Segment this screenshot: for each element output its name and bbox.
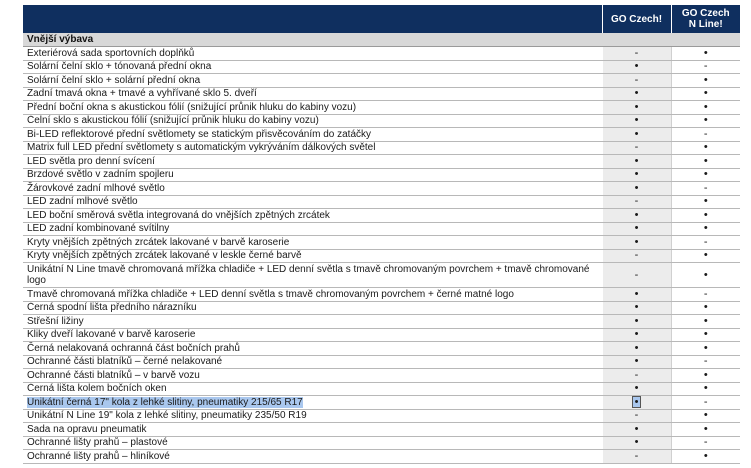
availability-go-czech-n-line [671,222,740,236]
equipment-name-text: Solární čelní sklo + solární přední okna [27,74,201,86]
availability-go-czech-n-line [671,450,740,464]
availability-mark: - [703,127,708,140]
availability-go-czech-n-line [671,182,740,196]
header-col-b-line2: N Line! [688,19,723,30]
availability-mark: • [632,396,642,408]
availability-mark: • [634,422,639,435]
section-title: Vnější výbava [23,33,740,47]
availability-go-czech-n-line [671,168,740,182]
table-row [23,342,740,356]
header-go-czech-n-line [671,5,740,33]
availability-go-czech [602,369,671,383]
equipment-name-text: Solární čelní sklo + tónovaná přední okna [27,61,212,73]
availability-mark: • [634,235,639,248]
table-row [23,315,740,329]
equipment-name [23,301,602,315]
table-row [23,288,740,302]
equipment-name-text: Exteriérová sada sportovních doplňků [27,47,195,59]
availability-mark: • [634,287,639,300]
equipment-name-text: Kryty vnějších zpětných zrcátek lakované v barvě karoserie [27,236,290,248]
equipment-name [23,87,602,101]
availability-mark: • [703,368,708,381]
table-row [23,236,740,250]
availability-go-czech [602,396,671,410]
availability-go-czech [602,263,671,288]
equipment-name [23,328,602,342]
table-row [23,263,740,288]
table-header-row [23,5,740,33]
table-row [23,141,740,155]
equipment-name-text: Kliky dveří lakované v barvě karoserie [27,329,196,341]
availability-mark: - [703,436,708,449]
availability-go-czech [602,450,671,464]
equipment-name [23,450,602,464]
availability-go-czech [602,342,671,356]
availability-go-czech-n-line [671,355,740,369]
equipment-name [23,288,602,302]
availability-go-czech [602,409,671,423]
equipment-name-text: Přední boční okna s akustickou fólií (snižující průnik hluku do kabiny vozu) [27,101,357,113]
table-row [23,195,740,209]
equipment-name [23,409,602,423]
availability-mark: • [634,168,639,181]
availability-go-czech-n-line [671,301,740,315]
availability-mark: • [634,436,639,449]
equipment-name-text: Kryty vnějších zpětných zrcátek lakované v leskle černé barvě [27,250,302,262]
availability-go-czech-n-line [671,423,740,437]
table-row [23,249,740,263]
availability-go-czech [602,74,671,88]
equipment-name [23,47,602,61]
availability-go-czech-n-line [671,382,740,396]
availability-mark: • [703,154,708,167]
table-row [23,128,740,142]
equipment-table [23,5,740,464]
table-row [23,409,740,423]
equipment-name-text: Ochranné lišty prahů – plastové [27,437,168,449]
availability-go-czech-n-line [671,315,740,329]
availability-go-czech [602,355,671,369]
equipment-name [23,182,602,196]
availability-go-czech [602,195,671,209]
availability-mark: - [634,73,639,86]
equipment-name [23,436,602,450]
equipment-name [23,74,602,88]
availability-mark: • [634,341,639,354]
availability-go-czech-n-line [671,369,740,383]
availability-go-czech-n-line [671,409,740,423]
equipment-name [23,342,602,356]
availability-go-czech-n-line [671,288,740,302]
header-col-b-line1: GO Czech [681,8,730,19]
equipment-name [23,369,602,383]
availability-go-czech-n-line [671,47,740,61]
availability-go-czech-n-line [671,236,740,250]
table-row [23,114,740,128]
equipment-name-text: Brzdové světlo v zadním spojleru [27,169,174,181]
availability-mark: • [634,87,639,100]
equipment-name-text: Střešní ližiny [27,315,84,327]
availability-go-czech-n-line [671,195,740,209]
availability-go-czech-n-line [671,114,740,128]
availability-mark: • [634,127,639,140]
table-row [23,450,740,464]
availability-mark: • [634,60,639,73]
availability-mark: - [634,249,639,262]
equipment-name-text: Unikátní N Line tmavě chromovaná mřížka chladiče + LED denní světla s tmavě chromovaným povrchem + tmavě chromované logo [27,264,590,286]
table-row [23,182,740,196]
equipment-name-text: Černá nelakovaná ochranná část bočních prahů [27,342,240,354]
availability-mark: • [703,208,708,221]
availability-mark: • [703,341,708,354]
table-row [23,87,740,101]
availability-mark: • [634,355,639,368]
availability-mark: - [634,195,639,208]
availability-mark: • [703,222,708,235]
availability-mark: • [703,141,708,154]
table-row [23,355,740,369]
availability-mark: • [703,100,708,113]
equipment-name-text: Černá spodní lišta předního nárazníku [27,302,197,314]
availability-mark: - [634,141,639,154]
availability-mark: • [703,73,708,86]
equipment-name-text: Zadní tmavá okna + tmavé a vyhřívané sklo 5. dveří [27,88,257,100]
header-name-cell [23,5,602,33]
availability-mark: • [634,100,639,113]
equipment-name [23,168,602,182]
equipment-name-text: LED zadní kombinované svítilny [27,223,170,235]
equipment-name-text: Sada na opravu pneumatik [27,423,147,435]
availability-mark: - [634,268,639,281]
availability-mark: - [634,46,639,59]
availability-go-czech [602,60,671,74]
availability-go-czech [602,436,671,450]
availability-go-czech-n-line [671,209,740,223]
equipment-name [23,396,602,410]
availability-go-czech-n-line [671,436,740,450]
equipment-name-text: LED světla pro denní svícení [27,155,155,167]
table-row [23,168,740,182]
availability-mark: • [634,181,639,194]
availability-mark: • [634,208,639,221]
availability-go-czech [602,101,671,115]
equipment-name-text: Žárovkové zadní mlhové světlo [27,182,165,194]
availability-mark: • [634,222,639,235]
availability-mark: - [703,235,708,248]
equipment-name [23,195,602,209]
availability-mark: • [703,382,708,395]
availability-go-czech [602,155,671,169]
equipment-name-text: Černá lišta kolem bočních oken [27,383,167,395]
availability-go-czech [602,315,671,329]
availability-go-czech-n-line [671,328,740,342]
availability-go-czech-n-line [671,74,740,88]
availability-go-czech [602,328,671,342]
availability-go-czech [602,141,671,155]
availability-go-czech-n-line [671,60,740,74]
availability-mark: • [703,409,708,422]
equipment-name [23,382,602,396]
availability-go-czech [602,114,671,128]
equipment-name-text: Tmavě chromovaná mřížka chladiče + LED denní světla s tmavě chromovaným povrchem + černé matné logo [27,288,514,300]
availability-mark: • [703,195,708,208]
availability-go-czech [602,87,671,101]
table-row [23,396,740,410]
availability-go-czech-n-line [671,342,740,356]
availability-go-czech [602,182,671,196]
table-row [23,155,740,169]
table-row [23,74,740,88]
availability-go-czech [602,168,671,182]
availability-mark: • [634,314,639,327]
table-row [23,101,740,115]
availability-go-czech [602,382,671,396]
availability-mark: • [703,168,708,181]
table-row [23,60,740,74]
table-row [23,436,740,450]
table-row [23,222,740,236]
availability-go-czech [602,47,671,61]
availability-go-czech-n-line [671,128,740,142]
availability-mark: - [634,368,639,381]
availability-mark: - [634,449,639,462]
availability-mark: • [703,268,708,281]
table-row [23,423,740,437]
availability-mark: - [703,287,708,300]
equipment-name-text: Unikátní černá 17" kola z lehké slitiny, pneumatiky 215/65 R17 [27,396,303,408]
availability-mark: • [703,249,708,262]
table-row [23,47,740,61]
availability-go-czech-n-line [671,396,740,410]
availability-mark: - [703,181,708,194]
table-row [23,209,740,223]
equipment-name-text: Ochranné lišty prahů – hliníkové [27,450,170,462]
equipment-name-text: Bi-LED reflektorové přední světlomety se statickým přisvěcováním do zatáčky [27,128,372,140]
section-row [23,33,740,47]
availability-go-czech [602,301,671,315]
availability-mark: • [703,449,708,462]
equipment-name [23,60,602,74]
availability-mark: • [703,422,708,435]
availability-go-czech-n-line [671,263,740,288]
equipment-name [23,236,602,250]
equipment-name [23,355,602,369]
equipment-name [23,101,602,115]
equipment-name [23,263,602,288]
availability-mark: - [703,395,708,408]
table-row [23,301,740,315]
availability-mark: - [634,409,639,422]
equipment-name [23,315,602,329]
availability-mark: • [703,87,708,100]
availability-mark: • [703,301,708,314]
equipment-name-text: LED boční směrová světla integrovaná do vnějších zpětných zrcátek [27,209,330,221]
equipment-name-text: Čelní sklo s akustickou fólií (snižující průnik hluku do kabiny vozu) [27,115,319,127]
table-row [23,369,740,383]
equipment-name [23,155,602,169]
equipment-name [23,249,602,263]
availability-mark: • [634,301,639,314]
equipment-name [23,423,602,437]
availability-go-czech-n-line [671,155,740,169]
availability-go-czech [602,236,671,250]
availability-go-czech [602,222,671,236]
availability-go-czech-n-line [671,141,740,155]
availability-mark: • [634,382,639,395]
availability-mark: - [703,60,708,73]
availability-go-czech [602,288,671,302]
availability-go-czech-n-line [671,87,740,101]
availability-go-czech-n-line [671,101,740,115]
equipment-name-text: Ochranné části blatníků – v barvě vozu [27,369,200,381]
equipment-name-text: Unikátní N Line 19" kola z lehké slitiny, pneumatiky 235/50 R19 [27,410,307,422]
header-go-czech: GO Czech! [602,5,671,33]
availability-mark: • [634,328,639,341]
table-row [23,382,740,396]
availability-go-czech [602,249,671,263]
equipment-name [23,128,602,142]
availability-mark: - [703,355,708,368]
equipment-name-text: LED zadní mlhové světlo [27,196,138,208]
availability-mark: • [634,114,639,127]
equipment-name [23,209,602,223]
table-row [23,328,740,342]
availability-go-czech [602,128,671,142]
equipment-name [23,222,602,236]
availability-mark: • [703,114,708,127]
availability-mark: • [703,46,708,59]
availability-go-czech [602,423,671,437]
availability-go-czech-n-line [671,249,740,263]
availability-go-czech [602,209,671,223]
equipment-name [23,141,602,155]
availability-mark: • [634,154,639,167]
availability-mark: • [703,314,708,327]
equipment-name-text: Matrix full LED přední světlomety s automatickým vykrýváním dálkových světel [27,142,376,154]
equipment-name [23,114,602,128]
equipment-name-text: Ochranné části blatníků – černé nelakované [27,356,223,368]
availability-mark: • [703,328,708,341]
